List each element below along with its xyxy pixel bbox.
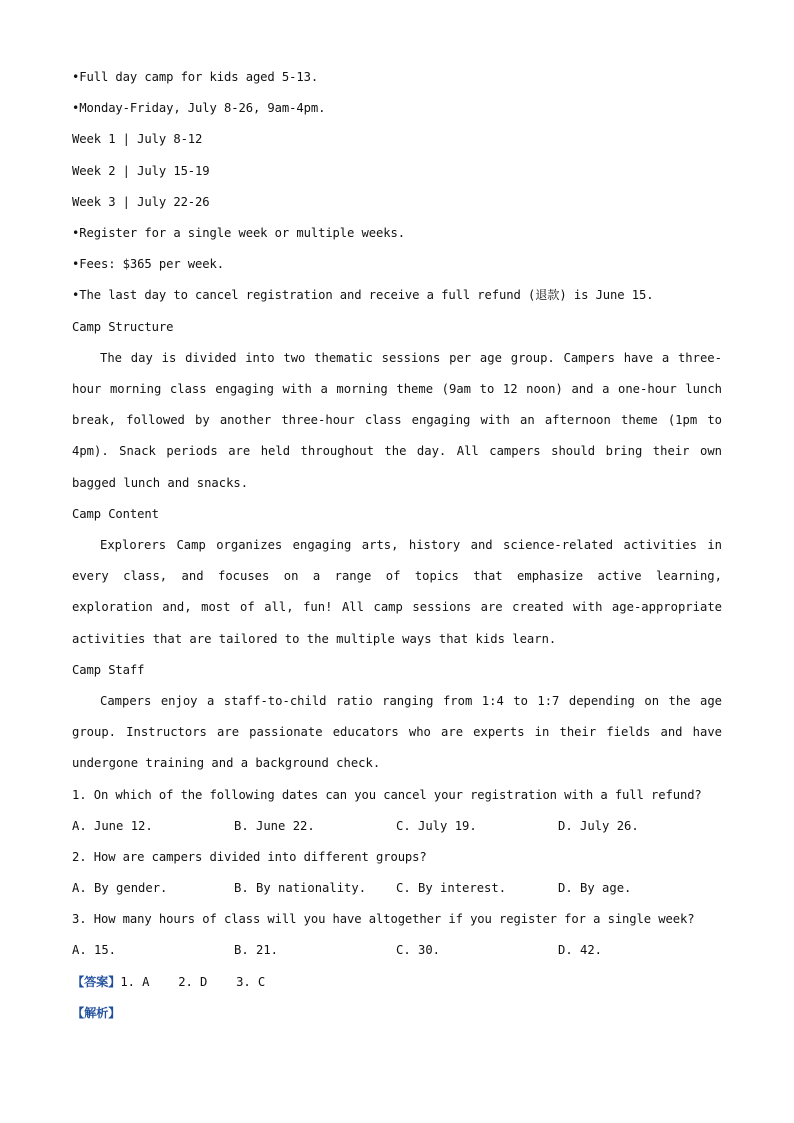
- section-body: Explorers Camp organizes engaging arts, history and science-related activities in every class, and focuses on a range of topics that emphasize active learning, exploration and, most of all, fun! All camp sessions are created with age-appropriate activities that are tailored to the multiple ways that kids learn.: [72, 537, 722, 646]
- question-1: [72, 780, 722, 842]
- question-options: [72, 811, 722, 842]
- option-c: C. July 19.: [396, 818, 477, 833]
- question-3: [72, 904, 722, 966]
- answer-text: 1. A 2. D 3. C: [120, 974, 266, 989]
- section-body: Campers enjoy a staff-to-child ratio ranging from 1:4 to 1:7 depending on the age group. Instructors are passionate educators who are experts in their fields and have undergone training and a background check.: [72, 693, 722, 771]
- question-stem: 2. How are campers divided into different groups?: [72, 849, 427, 864]
- section-body: The day is divided into two thematic sessions per age group. Campers have a three-hour morning class engaging with a morning theme (9am to 12 noon) and a one-hour lunch break, followed by another three-hour class engaging with an afternoon theme (1pm to 4pm). Snack periods are held throughout the day. All campers should bring their own bagged lunch and snacks.: [72, 350, 722, 490]
- section-heading: Camp Content: [72, 506, 159, 521]
- section-heading: Camp Structure: [72, 319, 174, 334]
- section-camp-staff: [72, 655, 722, 780]
- question-stem: 1. On which of the following dates can you cancel your registration with a full refund?: [72, 787, 702, 802]
- analysis-label: 【解析】: [72, 1005, 121, 1020]
- document-page: [72, 62, 722, 1029]
- option-b: B. By nationality.: [234, 881, 367, 896]
- option-d: D. July 26.: [558, 818, 639, 833]
- question-stem: 3. How many hours of class will you have altogether if you register for a single week?: [72, 912, 695, 927]
- analysis-line: [72, 998, 722, 1029]
- info-line-fees: •Fees: $365 per week.: [72, 257, 224, 272]
- option-d: D. 42.: [558, 943, 603, 958]
- option-b: B. June 22.: [234, 818, 315, 833]
- answer-label: 【答案】: [72, 974, 121, 989]
- info-line-schedule: •Monday-Friday, July 8-26, 9am-4pm.: [72, 101, 326, 116]
- option-b: B. 21.: [234, 943, 279, 958]
- info-line-refund: •The last day to cancel registration and receive a full refund (退款) is June 15.: [72, 288, 654, 303]
- option-c: C. 30.: [396, 943, 441, 958]
- section-camp-content: [72, 499, 722, 655]
- option-d: D. By age.: [558, 881, 632, 896]
- option-a: A. By gender.: [72, 881, 168, 896]
- question-options: [72, 935, 722, 966]
- question-options: [72, 873, 722, 904]
- answer-line: [72, 967, 722, 998]
- option-a: A. 15.: [72, 943, 117, 958]
- option-c: C. By interest.: [396, 881, 507, 896]
- info-line-age: •Full day camp for kids aged 5-13.: [72, 70, 319, 84]
- info-line-register: •Register for a single week or multiple weeks.: [72, 225, 405, 240]
- section-heading: Camp Staff: [72, 662, 145, 677]
- info-line-week-2: Week 2 | July 15-19: [72, 163, 210, 178]
- info-line-week-3: Week 3 | July 22-26: [72, 194, 210, 209]
- info-line-week-1: Week 1 | July 8-12: [72, 132, 203, 147]
- question-2: [72, 842, 722, 904]
- section-camp-structure: [72, 312, 722, 499]
- camp-info-list: [72, 62, 722, 312]
- option-a: A. June 12.: [72, 818, 153, 833]
